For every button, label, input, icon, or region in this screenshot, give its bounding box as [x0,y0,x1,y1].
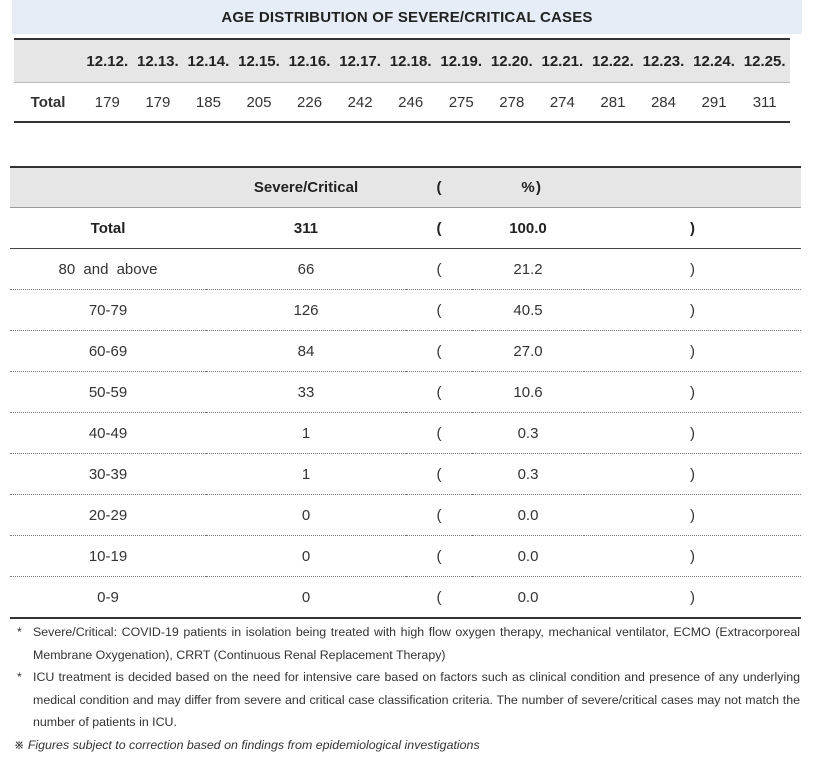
footnote-marker: * [17,625,22,639]
correction-note: ※ Figures subject to correction based on findings from epidemiological investigations [14,737,480,752]
table-row [10,413,801,454]
table-row [10,372,801,413]
date-cell: 12.17. [335,39,386,83]
age-group-label: 30-39 [10,454,206,495]
open-paren: ( [406,413,472,454]
date-cell: 12.20. [487,39,538,83]
total-label: Total [10,208,206,249]
table-row [10,249,801,290]
close-paren: ) [584,413,801,454]
case-count: 126 [206,290,406,331]
close-paren: ) [584,249,801,290]
open-paren: ( [406,495,472,536]
date-cell: 12.19. [436,39,487,83]
total-value-cell: 205 [246,93,272,111]
case-percent: 0.3 [472,454,584,495]
header-close-paren-text: ) [536,179,541,196]
case-count: 0 [206,495,406,536]
open-paren: ( [406,372,472,413]
footnote-icu [14,666,800,734]
date-cell: 12.12. [82,39,133,83]
case-percent: 0.0 [517,588,539,606]
close-paren: ) [584,495,801,536]
total-percent: 100.0 [472,208,584,249]
age-table-header-row [10,167,801,208]
total-value-cell: 179 [145,93,171,111]
close-paren: ) [584,536,801,577]
case-count: 0 [206,536,406,577]
case-count: 66 [206,249,406,290]
total-open-paren: ( [406,208,472,249]
total-value-cell: 278 [499,93,525,111]
age-group-label: 40-49 [10,413,206,454]
total-value-cell: 246 [398,93,424,111]
age-group-label: 70-79 [10,290,206,331]
close-paren: ) [584,290,801,331]
total-value-cell: 275 [448,93,474,111]
header-percent: % [472,167,584,208]
total-close-paren: ) [584,208,801,249]
age-group-label: 60-69 [10,331,206,372]
open-paren: ( [406,331,472,372]
total-value-cell: 242 [347,93,373,111]
age-table-total-row [10,208,801,249]
table-row [10,536,801,577]
case-count: 1 [206,454,406,495]
date-cell: 12.24. [689,39,740,83]
case-count: 1 [206,413,406,454]
close-paren: ) [584,331,801,372]
table-row [10,454,801,495]
date-cell: 12.21. [537,39,588,83]
open-paren: ( [406,249,472,290]
case-percent: 21.2 [472,249,584,290]
date-cell: 12.18. [385,39,436,83]
case-count: 84 [206,331,406,372]
case-percent: 0.0 [472,536,584,577]
footnote-text: ICU treatment is decided based on the need for intensive care based on factors such as clinical condition and presence of any underlying medical condition and may differ from severe and critical case classification criteria. The number of severe/critical cases may not match the number of patients in ICU. [33,670,800,729]
age-distribution-table [10,166,801,619]
age-group-label: 50-59 [10,372,206,413]
footnote-marker: * [17,670,22,684]
case-percent: 0.0 [472,495,584,536]
total-value-cell: 274 [549,93,575,111]
total-value-cell: 281 [600,93,626,111]
total-value-cell: 284 [650,93,676,111]
header-close-paren [536,167,801,208]
footnotes [14,621,800,756]
age-group-label: 80 and above [10,249,206,290]
case-percent: 40.5 [472,290,584,331]
date-cell: 12.25. [739,39,790,83]
totals-row-label: Total [30,93,66,111]
case-percent: 10.6 [472,372,584,413]
date-cell: 12.23. [638,39,689,83]
total-value: 311 [206,208,406,249]
case-percent: 27.0 [472,331,584,372]
header-blank-cell [14,39,82,83]
footnote-text: Severe/Critical: COVID-19 patients in isolation being treated with high flow oxygen therapy, mechanical ventilator, ECMO (Extracorporeal Membrane Oxygenation), CRRT (Continuous Renal Replacement Therapy) [33,625,800,662]
date-cell: 12.22. [588,39,639,83]
open-paren: ( [406,536,472,577]
total-value-cell: 185 [195,93,221,111]
total-value-cell: 311 [752,93,777,111]
total-value-cell: 179 [94,93,120,111]
age-group-label: 0-9 [97,588,119,606]
date-cell: 12.15. [234,39,285,83]
page-title: AGE DISTRIBUTION OF SEVERE/CRITICAL CASES [12,0,802,34]
age-group-label: 10-19 [10,536,206,577]
table-row [10,290,801,331]
date-cell: 12.13. [133,39,184,83]
case-count: 0 [301,588,311,606]
table-row [10,331,801,372]
totals-row [14,83,790,123]
case-percent: 0.3 [472,413,584,454]
close-paren: ) [584,372,801,413]
daily-totals-table [14,38,790,123]
close-paren: ) [584,454,801,495]
dates-header-row [14,39,790,83]
table-row [10,495,801,536]
table-row [10,577,801,619]
total-value-cell: 226 [297,93,323,111]
total-value-cell: 291 [701,93,727,111]
open-paren: ( [406,454,472,495]
date-cell: 12.16. [284,39,335,83]
close-paren: ) [690,588,695,606]
header-open-paren: ( [406,167,472,208]
footnote-severe-definition [14,621,800,666]
header-age-blank [10,167,206,208]
case-count: 33 [206,372,406,413]
open-paren: ( [436,588,442,606]
header-severe-critical: Severe/Critical [206,167,406,208]
date-cell: 12.14. [183,39,234,83]
age-group-label: 20-29 [10,495,206,536]
open-paren: ( [406,290,472,331]
